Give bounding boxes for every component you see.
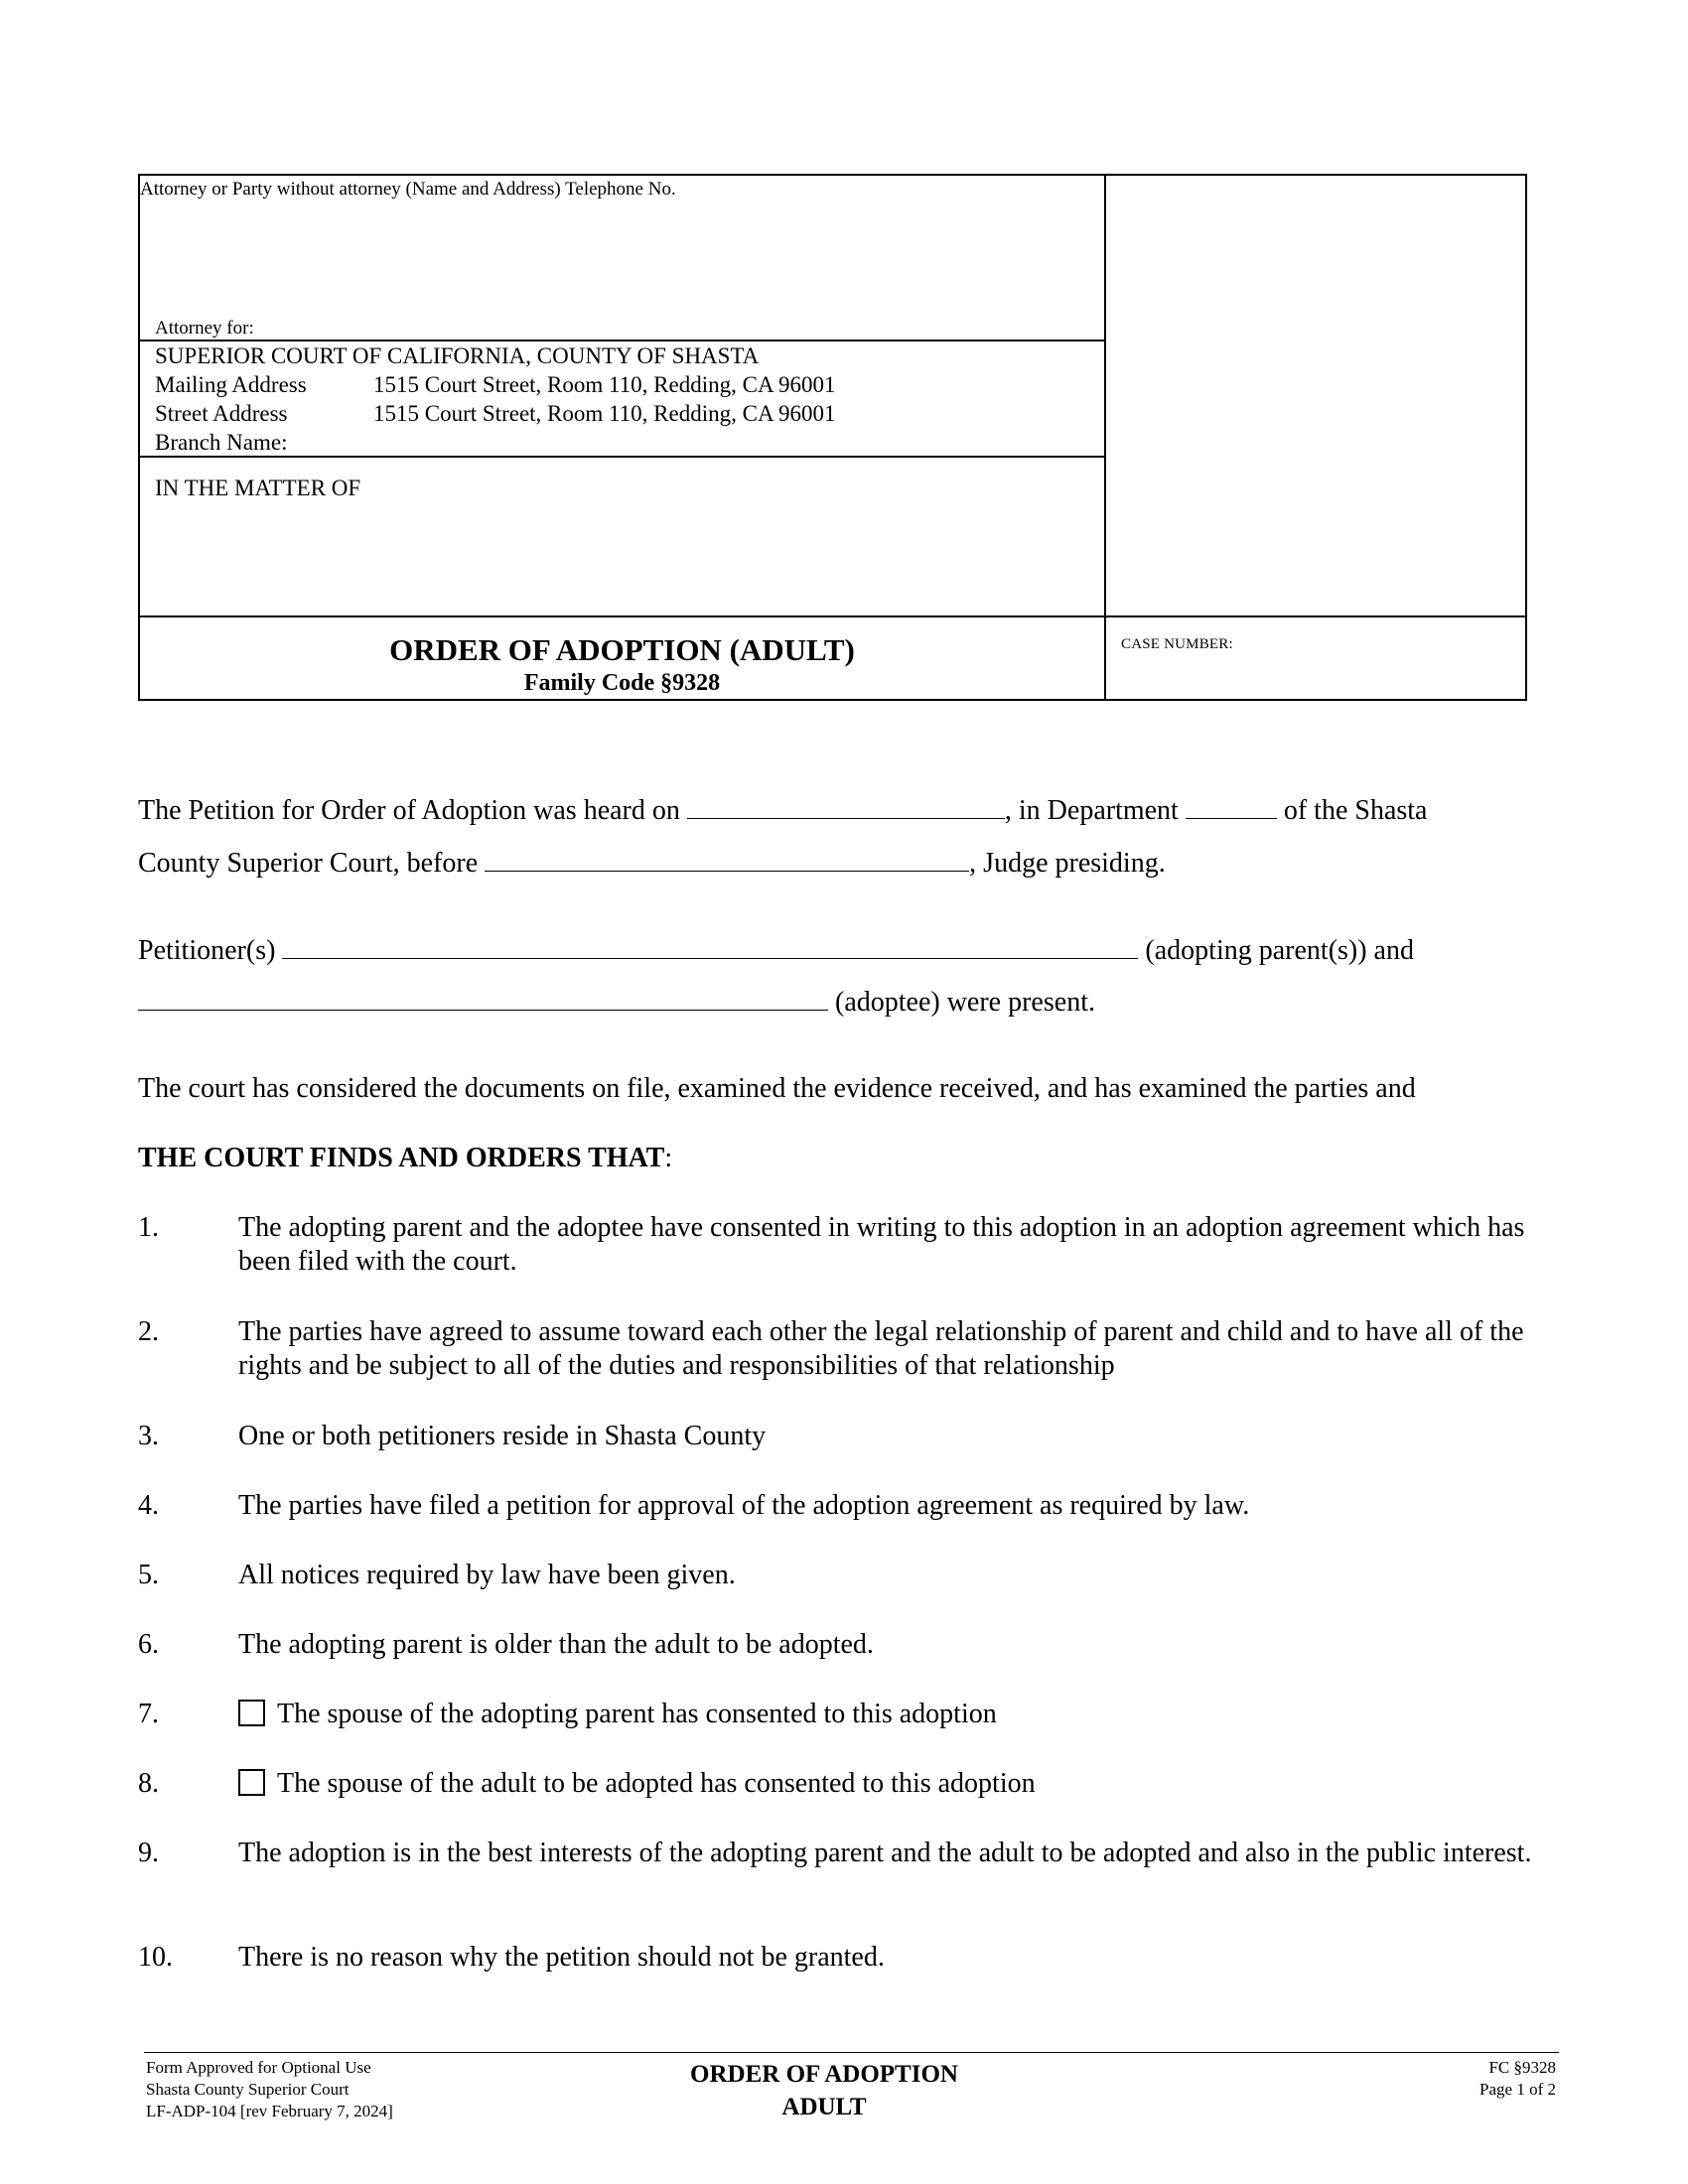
form-subtitle: Family Code §9328 [523, 670, 721, 696]
judge-presiding-text: , Judge presiding. [969, 848, 1166, 879]
adoptee-blank[interactable] [138, 986, 828, 1011]
hearing-paragraph-line2 [138, 847, 1166, 881]
finding-8-number: 8. [138, 1768, 159, 1799]
footer-court: Shasta County Superior Court [146, 2080, 350, 2099]
adopting-parents-text: (adopting parent(s)) and [1145, 935, 1414, 966]
finding-2-text: The parties have agreed to assume toward each other the legal relationship of parent and child and to have all of the rights and be subject to all of the duties and responsibilities of that relationship [238, 1316, 1524, 1381]
county-before-text: County Superior Court, before [138, 848, 479, 879]
footer-form-id: LF-ADP-104 [rev February 7, 2024] [146, 2102, 393, 2120]
finding-3-text: One or both petitioners reside in Shasta County [238, 1421, 767, 1451]
finding-4-number: 4. [138, 1490, 159, 1521]
street-address-label: Street Address [155, 401, 288, 426]
finding-5-number: 5. [138, 1560, 159, 1590]
caption-box [138, 174, 1527, 701]
case-number-label: CASE NUMBER: [1121, 636, 1233, 652]
finding-10-number: 10. [138, 1942, 173, 1973]
branch-name-label: Branch Name: [155, 430, 288, 455]
considered-paragraph: The court has considered the documents on file, examined the evidence received, and has examined the parties and [138, 1073, 1416, 1104]
attorney-label: Attorney or Party without attorney (Name and Address) Telephone No. [140, 179, 676, 200]
finding-7 [238, 1698, 1549, 1731]
petitioners-line2 [138, 986, 1095, 1020]
mailing-address-label: Mailing Address [155, 372, 307, 397]
finding-7-number: 7. [138, 1699, 159, 1729]
finding-8 [238, 1767, 1549, 1801]
in-department-text: , in Department [1004, 795, 1179, 826]
department-blank[interactable] [1186, 794, 1277, 819]
finding-6-text: The adopting parent is older than the adult to be adopted. [238, 1629, 874, 1660]
finding-3-number: 3. [138, 1421, 159, 1451]
finding-6-number: 6. [138, 1629, 159, 1660]
adoptee-present-text: (adoptee) were present. [835, 987, 1095, 1018]
finding-1-number: 1. [138, 1212, 159, 1243]
petitioners-line1 [138, 934, 1414, 968]
finding-7-checkbox[interactable] [238, 1700, 265, 1726]
judge-name-blank[interactable] [485, 847, 969, 872]
hearing-paragraph-line1 [138, 794, 1427, 828]
finding-9-number: 9. [138, 1838, 159, 1868]
matter-label: IN THE MATTER OF [155, 476, 361, 500]
of-shasta-text: of the Shasta [1283, 795, 1428, 826]
street-address-value: 1515 Court Street, Room 110, Redding, CA 96001 [373, 401, 836, 426]
petitioners-blank[interactable] [282, 934, 1138, 959]
hearing-date-blank[interactable] [687, 794, 1005, 819]
footer-title: ORDER OF ADOPTION [690, 2061, 958, 2088]
caption-divider-vertical [1104, 176, 1106, 699]
finding-8-text: The spouse of the adult to be adopted has consented to this adoption [277, 1768, 1036, 1799]
footer-approved: Form Approved for Optional Use [146, 2058, 371, 2077]
footer-subtitle: ADULT [781, 2094, 867, 2120]
findings-heading-colon: : [664, 1143, 673, 1173]
footer-code: FC §9328 [1488, 2058, 1556, 2077]
footer-page-number: Page 1 of 2 [1479, 2080, 1556, 2099]
finding-2-number: 2. [138, 1316, 159, 1347]
petitioners-label: Petitioner(s) [138, 935, 276, 966]
hearing-intro: The Petition for Order of Adoption was heard on [138, 795, 680, 826]
finding-5-text: All notices required by law have been given. [238, 1560, 736, 1590]
footer-rule [144, 2052, 1559, 2053]
findings-heading [138, 1142, 672, 1175]
finding-10-text: There is no reason why the petition should not be granted. [238, 1942, 885, 1973]
finding-8-checkbox[interactable] [238, 1769, 265, 1796]
attorney-for-label: Attorney for: [155, 318, 254, 339]
finding-7-text: The spouse of the adopting parent has consented to this adoption [277, 1699, 997, 1729]
court-name: SUPERIOR COURT OF CALIFORNIA, COUNTY OF SHASTA [155, 343, 760, 368]
finding-9-text: The adoption is in the best interests of the adopting parent and the adult to be adopted and also in the public interest. [238, 1838, 1532, 1868]
findings-heading-text: THE COURT FINDS AND ORDERS THAT [138, 1143, 665, 1173]
divider-title-row [140, 615, 1525, 617]
finding-4-text: The parties have filed a petition for approval of the adoption agreement as required by law. [238, 1490, 1250, 1521]
finding-1-text: The adopting parent and the adoptee have consented in writing to this adoption in an adoption agreement which has been filed with the court. [238, 1212, 1525, 1277]
form-title: ORDER OF ADOPTION (ADULT) [389, 632, 855, 667]
mailing-address-value: 1515 Court Street, Room 110, Redding, CA 96001 [373, 372, 836, 397]
